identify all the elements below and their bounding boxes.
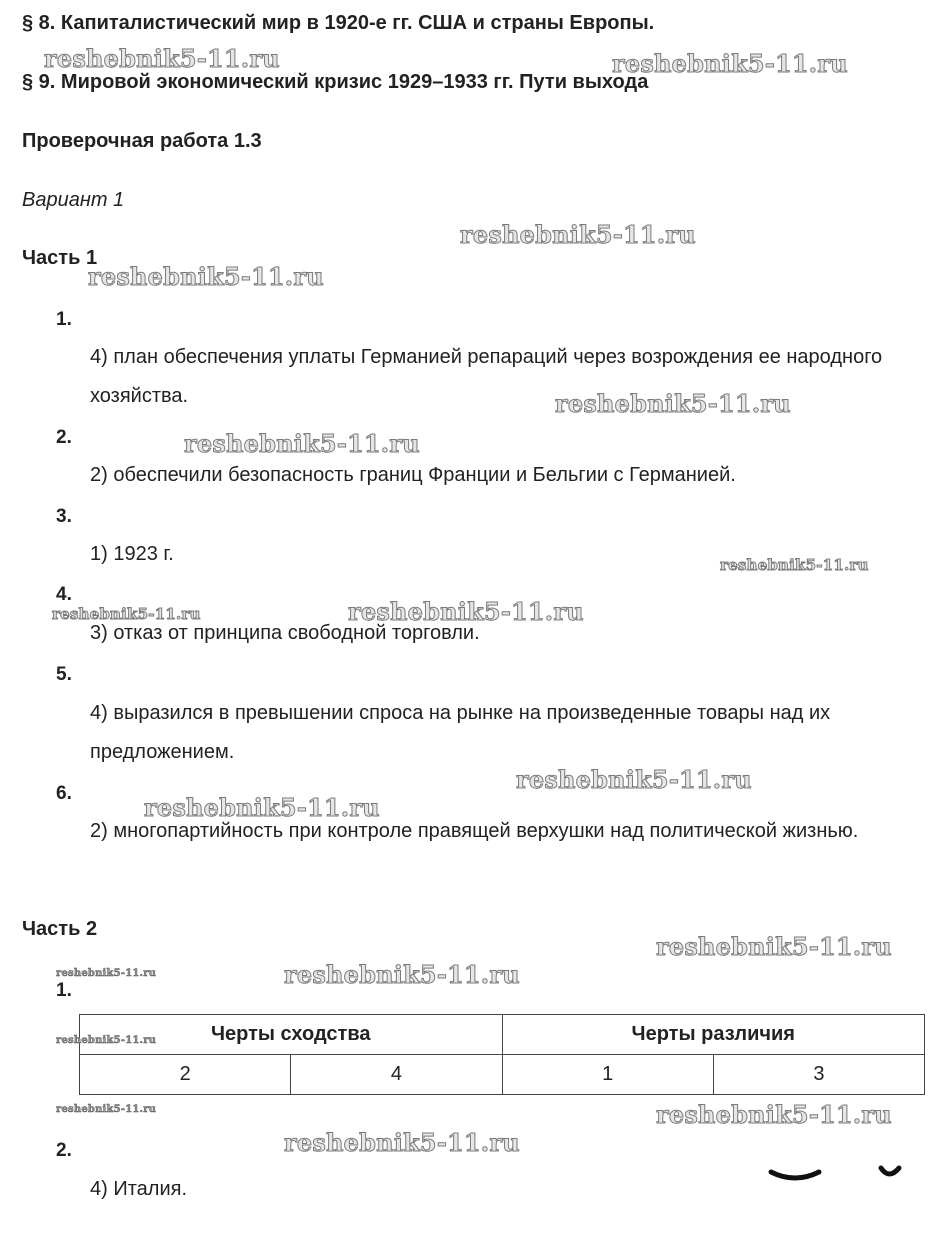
watermark: reshebnik5-11.ru	[284, 1128, 520, 1157]
watermark: reshebnik5-11.ru	[656, 1100, 892, 1129]
watermark: reshebnik5-11.ru	[184, 429, 420, 458]
answer-text: 2) многопартийность при контроле правящей верхушки над политической жизнью.	[90, 820, 859, 842]
watermark: reshebnik5-11.ru	[56, 1104, 157, 1115]
watermark: reshebnik5-11.ru	[44, 44, 280, 73]
question-number: 1.	[56, 309, 72, 330]
table-row	[80, 1055, 925, 1095]
section-8-heading: § 8. Капиталистический мир в 1920-е гг. США и страны Европы.	[22, 12, 655, 34]
question-number: 2.	[56, 427, 72, 448]
question-number: 6.	[56, 783, 72, 804]
table-cell: 3	[713, 1055, 924, 1095]
watermark: reshebnik5-11.ru	[52, 605, 201, 623]
answer-text: 2) обеспечили безопасность границ Франции и Бельгии с Германией.	[90, 464, 736, 486]
table-header-similarity: Черты сходства	[80, 1015, 503, 1055]
ink-mark	[875, 1158, 905, 1188]
watermark: reshebnik5-11.ru	[656, 932, 892, 961]
answer-text: 4) Италия.	[90, 1178, 188, 1200]
question-number: 2.	[56, 1140, 72, 1161]
table-header-differences: Черты различия	[502, 1015, 925, 1055]
answer-text: 4) выразился в превышении спроса на рынке на произведенные товары над их предложением.	[90, 702, 831, 763]
table-cell: 1	[502, 1055, 713, 1095]
test-work-title: Проверочная работа 1.3	[22, 130, 262, 152]
question-number: 3.	[56, 506, 72, 527]
watermark: reshebnik5-11.ru	[348, 597, 584, 626]
watermark: reshebnik5-11.ru	[284, 960, 520, 989]
table-cell: 2	[80, 1055, 291, 1095]
table-cell: 4	[291, 1055, 502, 1095]
answer-text: 1) 1923 г.	[90, 543, 174, 565]
watermark: reshebnik5-11.ru	[460, 220, 696, 249]
watermark: reshebnik5-11.ru	[56, 968, 157, 979]
watermark: reshebnik5-11.ru	[720, 556, 869, 574]
table-header-row	[80, 1015, 925, 1055]
ink-mark	[765, 1160, 825, 1190]
watermark: reshebnik5-11.ru	[516, 765, 752, 794]
answer-text: 4) план обеспечения уплаты Германией репараций через возрождения ее народного хозяйства.	[90, 346, 883, 407]
part-2-heading: Часть 2	[22, 918, 98, 940]
variant-label: Вариант 1	[22, 189, 125, 211]
watermark: reshebnik5-11.ru	[555, 389, 791, 418]
answer-table	[79, 1014, 925, 1095]
question-number: 4.	[56, 584, 72, 605]
part-1-heading: Часть 1	[22, 247, 98, 269]
watermark: reshebnik5-11.ru	[144, 793, 380, 822]
answer-text: 3) отказ от принципа свободной торговли.	[90, 622, 480, 644]
question-number: 1.	[56, 980, 72, 1001]
watermark: reshebnik5-11.ru	[88, 262, 324, 291]
watermark: reshebnik5-11.ru	[56, 1035, 157, 1046]
question-number: 5.	[56, 664, 72, 685]
watermark: reshebnik5-11.ru	[612, 49, 848, 78]
section-9-heading: § 9. Мировой экономический кризис 1929–1933 гг. Пути выхода	[22, 71, 649, 93]
